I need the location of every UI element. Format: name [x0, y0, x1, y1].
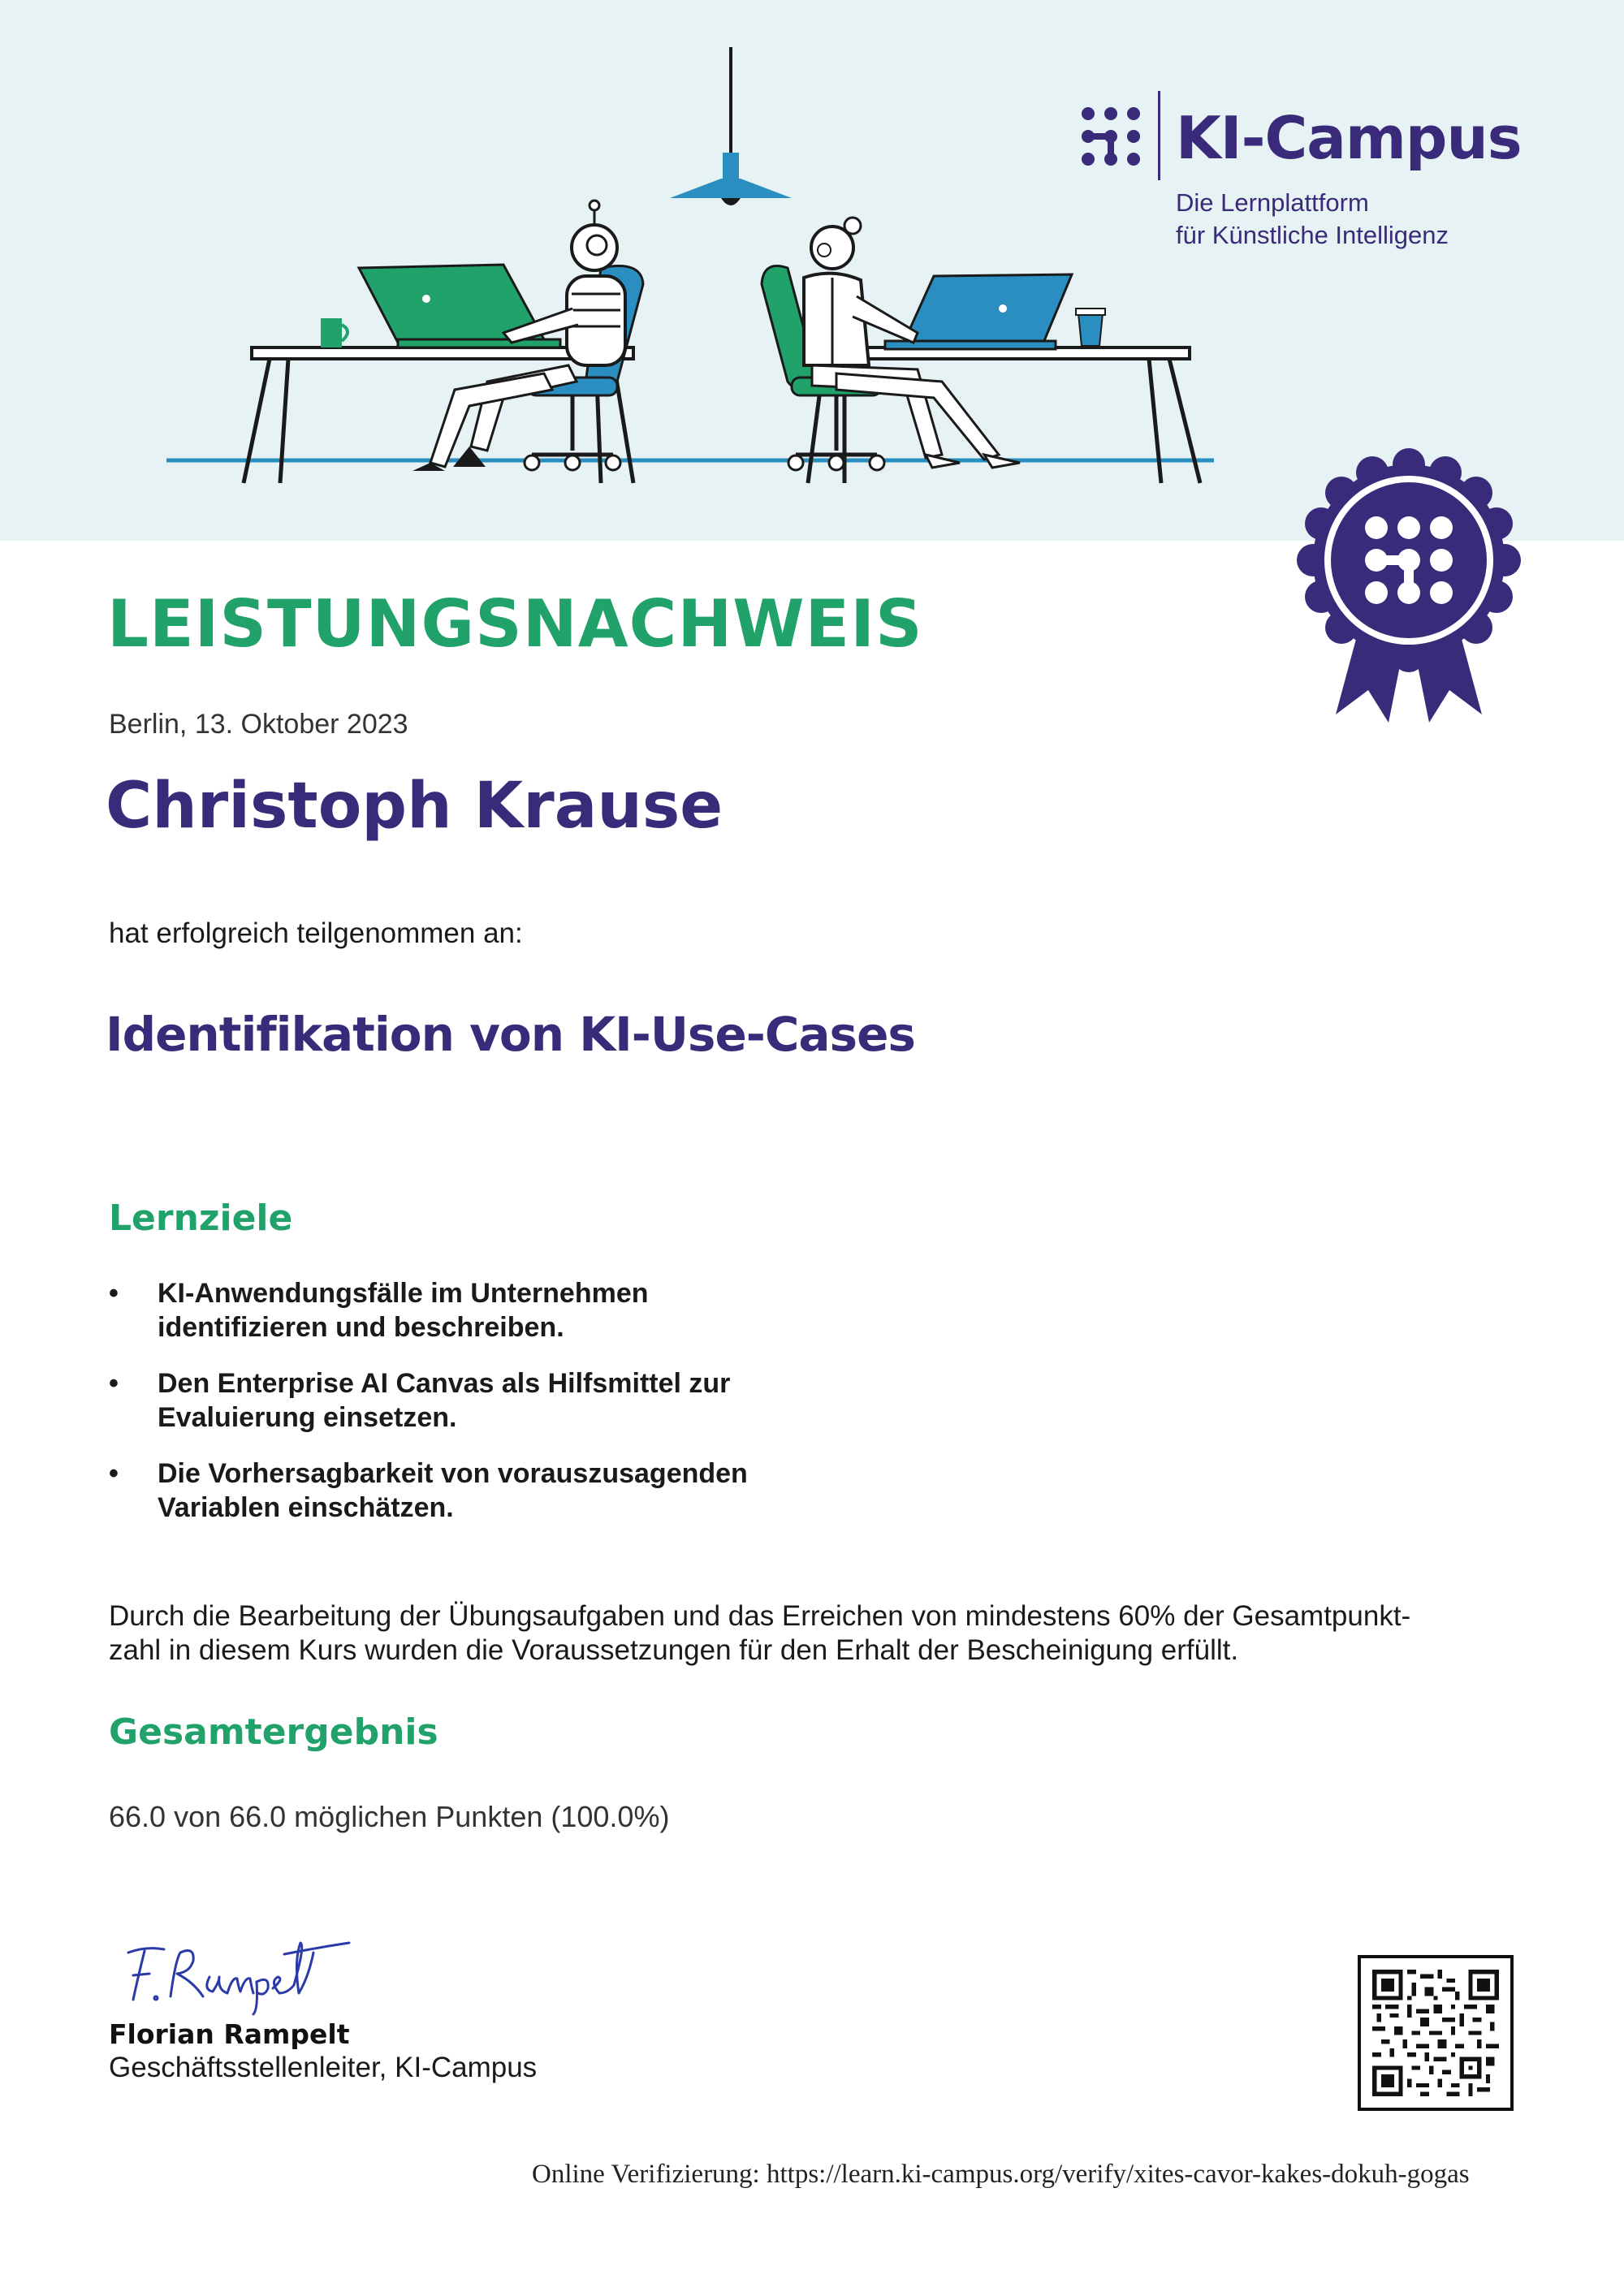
objectives-list	[109, 1276, 921, 1547]
brand-tagline	[1176, 187, 1449, 252]
objective-item	[109, 1276, 921, 1344]
result-heading: Gesamtergebnis	[109, 1711, 438, 1753]
course-title: Identifikation von KI-Use-Cases	[106, 1007, 915, 1062]
requirement-line: Durch die Bearbeitung der Übungsaufgaben und das Erreichen von mindestens 60% der Gesamtpunkt-	[109, 1600, 1411, 1632]
objective-line: identifizieren und beschreiben.	[158, 1312, 564, 1343]
qr-code-graphic	[1372, 1970, 1499, 2096]
recipient-name: Christoph Krause	[106, 770, 723, 843]
objective-item	[109, 1457, 921, 1525]
brand-tagline-line1: Die Lernplattform	[1176, 188, 1369, 217]
bullet-icon: •	[109, 1458, 119, 1489]
objectives-heading: Lernziele	[109, 1198, 293, 1239]
bullet-icon: •	[109, 1278, 119, 1309]
award-seal-icon	[1287, 447, 1531, 739]
verification-url[interactable]: Online Verifizierung: https://learn.ki-campus.org/verify/xites-cavor-kakes-dokuh-gogas	[532, 2160, 1470, 2189]
participation-intro: hat erfolgreich teilgenommen an:	[109, 917, 523, 949]
signer-role: Geschäftsstellenleiter, KI-Campus	[109, 2052, 538, 2083]
objective-line: KI-Anwendungsfälle im Unternehmen	[158, 1278, 649, 1309]
ki-campus-logo	[1080, 91, 1535, 253]
requirement-text	[109, 1599, 1554, 1668]
robot-and-person-at-desks-illustration	[162, 41, 1234, 495]
certificate-title: LEISTUNGSNACHWEIS	[107, 586, 923, 662]
objective-line: Den Enterprise AI Canvas als Hilfsmittel zur	[158, 1368, 731, 1399]
ki-campus-dots-logo-icon	[1080, 106, 1145, 170]
bullet-icon: •	[109, 1368, 119, 1399]
objective-line: Evaluierung einsetzen.	[158, 1402, 457, 1433]
handwritten-signature	[114, 1928, 357, 2018]
signer-name: Florian Rampelt	[109, 2018, 350, 2050]
objective-line: Die Vorhersagbarkeit von vorauszusagenden	[158, 1458, 748, 1489]
score-text: 66.0 von 66.0 möglichen Punkten (100.0%)	[109, 1800, 670, 1833]
objective-line: Variablen einschätzen.	[158, 1492, 454, 1523]
brand-tagline-line2: für Künstliche Intelligenz	[1176, 221, 1449, 249]
qr-code-icon	[1358, 1955, 1514, 2111]
requirement-line: zahl in diesem Kurs wurden die Voraussetzungen für den Erhalt der Bescheinigung erfüllt.	[109, 1634, 1239, 1666]
objective-item	[109, 1366, 921, 1435]
brand-name: KI-Campus	[1176, 104, 1522, 172]
logo-divider	[1158, 91, 1160, 180]
place-date: Berlin, 13. Oktober 2023	[109, 709, 408, 740]
